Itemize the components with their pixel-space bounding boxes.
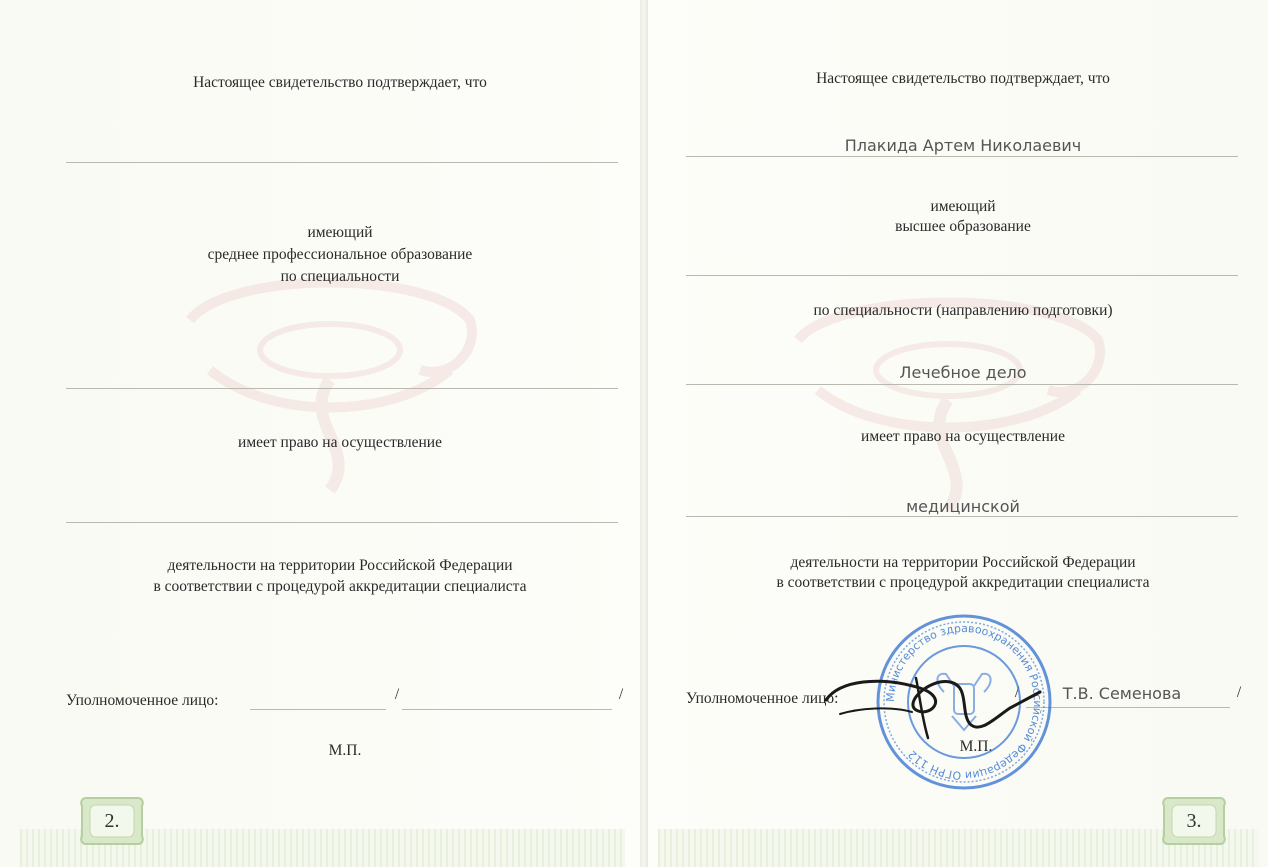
- page-number-badge-left: [76, 792, 148, 850]
- education-text: среднее профессиональное образование: [207, 246, 473, 263]
- seal-label: М.П.: [328, 742, 362, 759]
- stamp-text: Министерство здравоохранения Российской Федерации ОГРН 112: [883, 621, 1045, 783]
- education-rule: [686, 275, 1238, 276]
- slash-2: /: [618, 686, 624, 703]
- activity-line-1: деятельности на территории Российской Федерации: [790, 554, 1136, 571]
- name-rule: [66, 162, 618, 163]
- specialty-label: по специальности (направлению подготовки): [813, 302, 1113, 319]
- signature: [820, 648, 1080, 748]
- specialty-rule: [66, 388, 618, 389]
- activity-type: медицинской: [906, 497, 1020, 516]
- specialty-value: Лечебное дело: [899, 363, 1027, 382]
- having-text: имеющий: [307, 224, 373, 241]
- specialty-rule: [686, 384, 1238, 385]
- slash-1: /: [394, 686, 400, 703]
- authorized-label: Уполномоченное лицо:: [686, 690, 839, 707]
- full-name: Плакида Артем Николаевич: [844, 136, 1082, 155]
- intro-text: Настоящее свидетельство подтверждает, что: [193, 74, 487, 91]
- signer-name: Т.В. Семенова: [1062, 684, 1182, 703]
- having-text: имеющий: [930, 198, 996, 215]
- seal-label: М.П.: [959, 738, 993, 755]
- right-label: имеет право на осуществление: [238, 434, 442, 451]
- activity-line-2: в соответствии с процедурой аккредитации специалиста: [153, 578, 527, 595]
- slash-2: /: [1236, 684, 1242, 701]
- slash-1: /: [1014, 684, 1020, 701]
- right-page: [648, 0, 1268, 867]
- signature-rule: [250, 709, 386, 710]
- page-number: 3.: [1186, 809, 1202, 832]
- education-text: высшее образование: [895, 218, 1031, 235]
- book-spine: [640, 0, 648, 867]
- activity-line-2: в соответствии с процедурой аккредитации специалиста: [776, 574, 1150, 591]
- authorized-label: Уполномоченное лицо:: [66, 692, 219, 709]
- signer-rule: [402, 709, 612, 710]
- emblem-watermark-left: [150, 260, 510, 520]
- activity-rule: [686, 516, 1238, 517]
- page-number-badge-right: [1158, 792, 1230, 850]
- page-number: 2.: [104, 809, 120, 832]
- right-label: имеет право на осуществление: [861, 428, 1065, 445]
- activity-rule: [66, 522, 618, 523]
- intro-text: Настоящее свидетельство подтверждает, что: [816, 70, 1110, 87]
- activity-line-1: деятельности на территории Российской Федерации: [167, 557, 513, 574]
- name-rule: [686, 156, 1238, 157]
- specialty-label: по специальности: [280, 268, 400, 285]
